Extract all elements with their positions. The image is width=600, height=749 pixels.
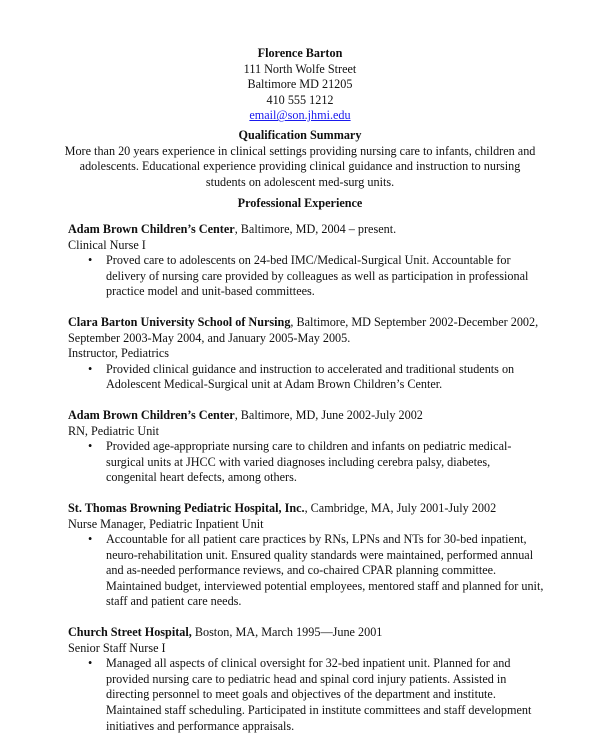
job-entry <box>68 501 548 610</box>
summary-line: adolescents. Educational experience providing clinical guidance and instruction to nursing <box>79 159 521 174</box>
job-title: Nurse Manager, Pediatric Inpatient Unit <box>68 516 264 531</box>
job-location-dates: , Baltimore, MD, 2004 – present. <box>234 222 397 236</box>
bullet-line: Maintained staff scheduling. Participated in institute committees and staff development <box>106 703 532 718</box>
bullet-line: Provided age-appropriate nursing care to children and infants on pediatric medical- <box>106 439 512 454</box>
street-address: 111 North Wolfe Street <box>243 61 357 76</box>
employer-name: Clara Barton University School of Nursing <box>68 314 291 329</box>
job-dates-continued: September 2003-May 2004, and January 2005-May 2005. <box>68 330 351 345</box>
bullet-line: initiatives and performance appraisals. <box>106 718 295 733</box>
phone-number: 410 555 1212 <box>266 92 334 107</box>
experience-list <box>68 222 548 749</box>
bullet-line: practice model and unit-based committees. <box>106 284 315 299</box>
bullet-icon: • <box>88 253 93 268</box>
qualification-summary <box>40 128 560 190</box>
job-entry <box>68 408 548 486</box>
bullet-line: Provided clinical guidance and instruction to accelerated and traditional students on <box>106 361 515 376</box>
city-state-zip: Baltimore MD 21205 <box>247 77 353 92</box>
employer-name: St. Thomas Browning Pediatric Hospital, Inc. <box>68 500 305 515</box>
bullet-line: congenital heart defects, among others. <box>106 470 297 485</box>
job-location-dates: , Baltimore, MD, June 2002-July 2002 <box>234 407 423 422</box>
summary-line: More than 20 years experience in clinical settings providing nursing care to infants, children and <box>64 143 536 158</box>
bullet-icon: • <box>88 439 93 454</box>
bullet-line: and as-needed performance reviews, and co-chaired CPAR planning committee. <box>106 563 497 578</box>
job-entry <box>68 315 548 393</box>
employer-name: Adam Brown Children’s Center <box>68 407 235 422</box>
bullet-line: delivery of nursing care provided by colleagues as well as participation in professional <box>106 268 529 283</box>
experience-heading: Professional Experience <box>237 196 363 210</box>
job-title: RN, Pediatric Unit <box>68 423 160 438</box>
job-bullet <box>68 362 548 393</box>
job-title: Senior Staff Nurse I <box>68 640 166 655</box>
bullet-icon: • <box>88 656 93 671</box>
email-link[interactable]: email@son.jhmi.edu <box>249 108 351 123</box>
bullet-line: Accountable for all patient care practices by RNs, LPNs and NTs for 30-bed inpatient, <box>106 532 527 547</box>
job-entry <box>68 222 548 300</box>
job-bullet <box>68 656 548 734</box>
job-entry <box>68 625 548 734</box>
bullet-line: Maintained budget, interviewed potential employees, mentored staff and planned for unit, <box>106 578 544 593</box>
bullet-line: surgical units at JHCC with varied diagnoses including cerebra palsy, diabetes, <box>106 454 491 469</box>
contact-header <box>0 46 600 124</box>
bullet-line: Adolescent Medical-Surgical unit at Adam Brown Children’s Center. <box>106 377 443 392</box>
job-location-dates: , Cambridge, MA, July 2001-July 2002 <box>304 500 497 515</box>
job-bullet <box>68 532 548 610</box>
bullet-icon: • <box>88 532 93 547</box>
bullet-line: directing personnel to meet goals and objectives of the department and institute. <box>106 687 496 702</box>
job-location-dates: Boston, MA, March 1995—June 2001 <box>191 625 383 640</box>
job-bullet <box>68 439 548 486</box>
job-title: Instructor, Pediatrics <box>68 346 170 361</box>
applicant-name: Florence Barton <box>257 46 343 60</box>
job-title: Clinical Nurse I <box>68 237 146 252</box>
bullet-line: Managed all aspects of clinical oversight for 32-bed inpatient unit. Planned for and <box>106 656 511 671</box>
bullet-line: staff and patient care needs. <box>106 594 242 609</box>
employer-name: Church Street Hospital, <box>68 625 192 640</box>
summary-heading: Qualification Summary <box>238 128 362 142</box>
bullet-line: Proved care to adolescents on 24-bed IMC/Medical-Surgical Unit. Accountable for <box>106 253 511 268</box>
bullet-line: provided nursing care to pediatric head and spinal cord injury patients. Assisted in <box>106 671 507 686</box>
job-bullet <box>68 253 548 300</box>
employer-name: Adam Brown Children’s Center <box>68 222 235 236</box>
bullet-icon: • <box>88 361 93 376</box>
job-location-dates: , Baltimore, MD September 2002-December 2002, <box>290 314 539 329</box>
summary-line: students on adolescent med-surg units. <box>205 174 395 189</box>
bullet-line: neuro-rehabilitation unit. Ensured quality standards were maintained, performed annual <box>106 547 534 562</box>
